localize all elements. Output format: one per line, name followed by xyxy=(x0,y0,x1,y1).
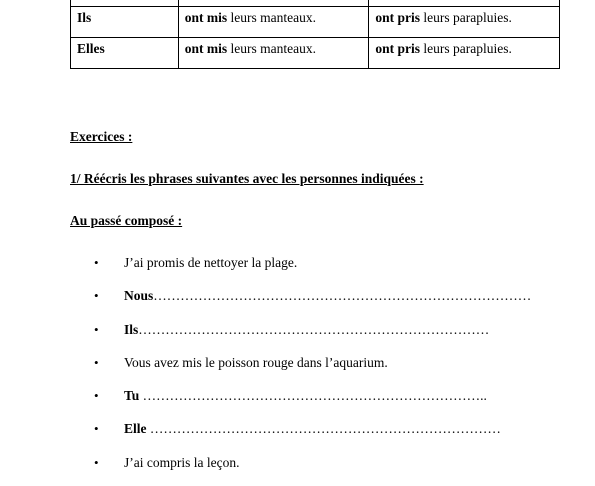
bullet-icon: • xyxy=(94,255,99,270)
bullet-icon: • xyxy=(94,321,99,337)
list-item: • Tu ………………………………………………………………….. xyxy=(108,386,531,419)
bullet-icon: • xyxy=(94,288,99,304)
table-row xyxy=(71,7,560,38)
exercise-list xyxy=(94,253,532,486)
answer-blank: ………………………………………………………………….. xyxy=(139,388,487,404)
list-item: • J’ai promis de nettoyer la plage. xyxy=(108,253,531,286)
verb-cell-prendre: ont pris leurs parapluies. xyxy=(369,38,560,69)
table-row xyxy=(71,38,560,69)
answer-blank: ………………………………………………………………………… xyxy=(153,288,532,304)
bullet-icon: • xyxy=(94,421,99,437)
bullet-icon: • xyxy=(94,354,99,370)
verb-cell-mettre: ont mis leurs manteaux. xyxy=(178,7,369,38)
list-item: • J’ai compris la leçon. xyxy=(108,453,531,486)
bullet-icon: • xyxy=(94,454,99,470)
conjugation-table xyxy=(70,0,560,69)
verb-cell-mettre: ont mis leurs manteaux. xyxy=(178,38,369,69)
bullet-icon: • xyxy=(94,388,99,404)
list-item: • Nous………………………………………………………………………… xyxy=(108,286,531,319)
instruction-heading: 1/ Réécris les phrases suivantes avec les personnes indiquées : xyxy=(70,171,424,186)
verb-cell-prendre: ont pris leurs parapluies. xyxy=(369,7,560,38)
list-item: • Elle …………………………………………………………………… xyxy=(108,419,531,452)
exercices-heading: Exercices : xyxy=(70,129,133,144)
tense-heading: Au passé composé : xyxy=(70,213,183,228)
list-item: • Vous avez mis le poisson rouge dans l’aquarium. xyxy=(108,353,531,386)
subject-cell: Ils xyxy=(71,7,179,38)
list-item: • Ils…………………………………………………………………… xyxy=(108,320,531,353)
answer-blank: …………………………………………………………………… xyxy=(138,321,490,337)
subject-cell: Elles xyxy=(71,38,179,69)
answer-blank: …………………………………………………………………… xyxy=(146,421,501,437)
